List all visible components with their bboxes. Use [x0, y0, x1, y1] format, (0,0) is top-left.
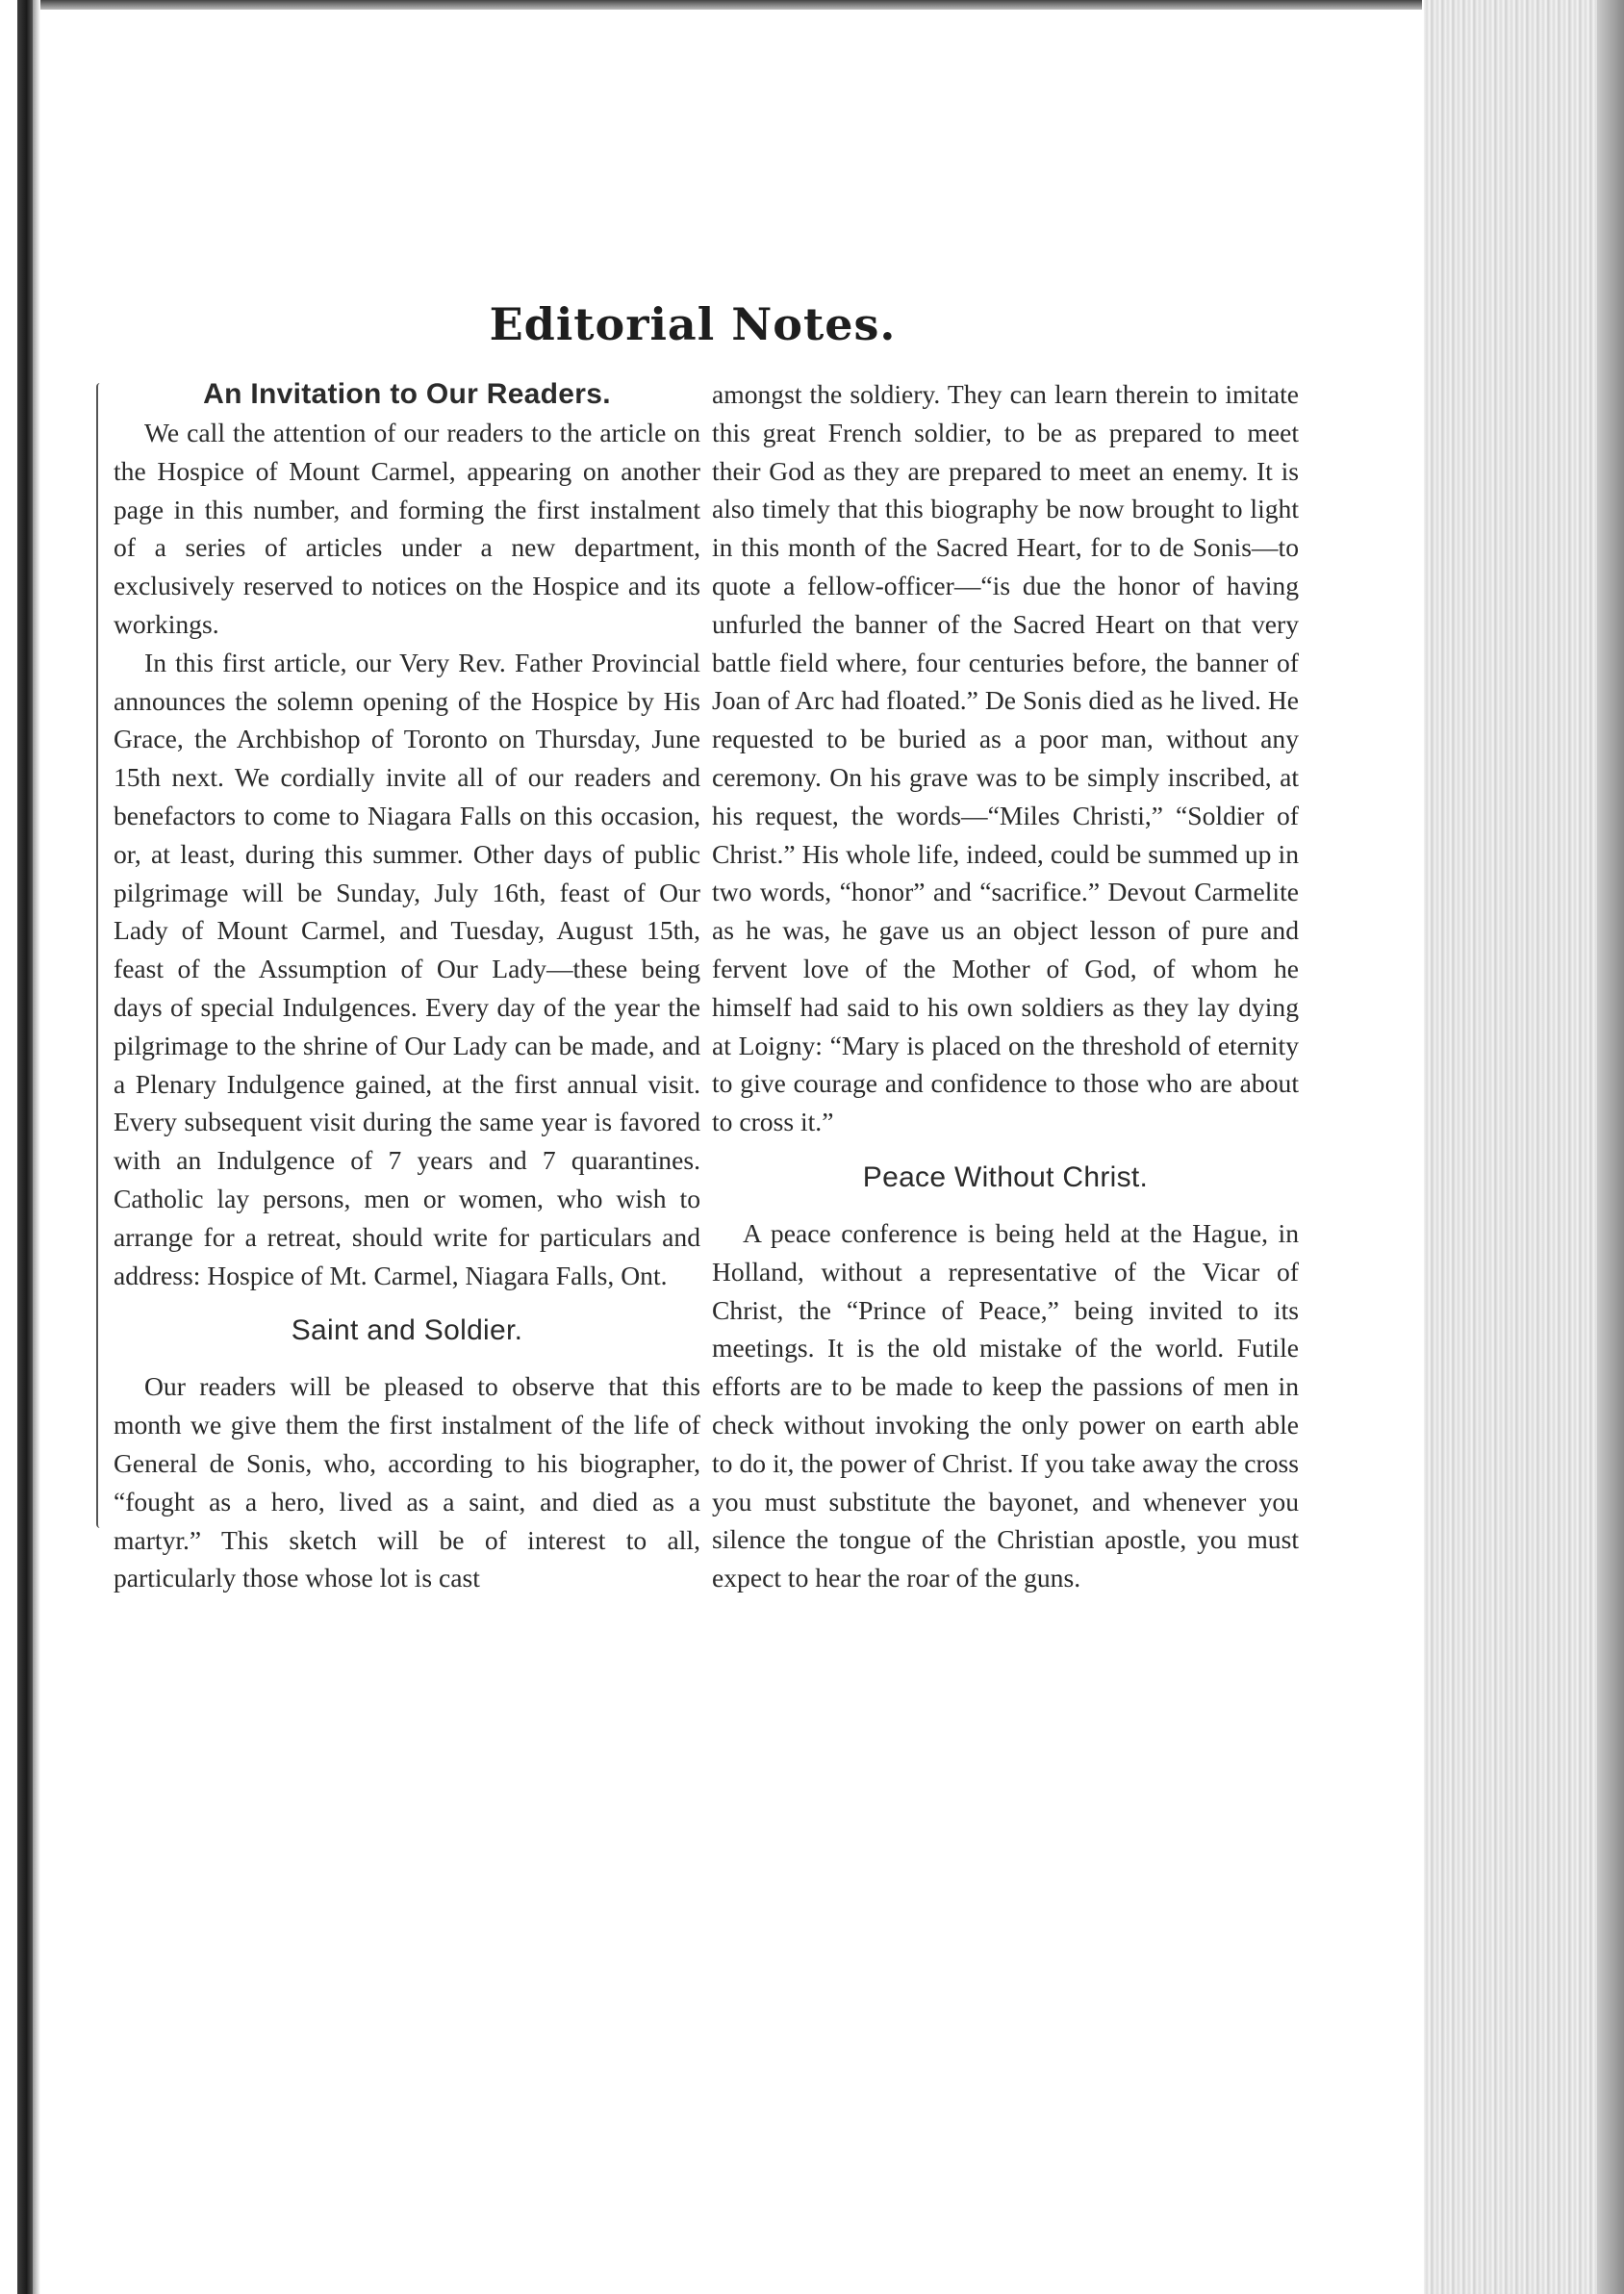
heading-invitation: An Invitation to Our Readers. — [203, 378, 611, 410]
paragraph-invitation-2: In this first article, our Very Rev. Father Provincial announces the solemn opening of the Hospice by His Grace, the Archbishop of Toronto on Thursday, June 15th next. We cordially invite all of our readers and benefactors to come to Niagara Falls on this occasion, or, at least, during this summer. Other days of public pilgrimage will be Sunday, July 16th, feast of Our Lady of Mount Carmel, and Tuesday, August 15th, feast of the Assumption of Our Lady—these being days of special Indulgences. Every day of the year the pilgrimage to the shrine of Our Lady can be made, and a Plenary Indulgence gained, at the first annual visit. Every subsequent visit during the same year is favored with an Indulgence of 7 years and 7 quarantines. Catholic lay persons, men or women, who wish to arrange for a retreat, should write for particulars and address: Hospice of Mt. Carmel, Niagara Falls, Ont. — [114, 647, 700, 1290]
paragraph-saint-soldier-continued: amongst the soldiery. They can learn therein to imitate this great French soldier, to be as prepared to meet their God as they are prepared to meet an enemy. It is also timely that this biography be now brought to light in this month of the Sacred Heart, for to de Sonis—to quote a fellow-officer—“is due the honor of having unfurled the banner of the Sacred Heart on that very battle field where, four centuries before, the banner of Joan of Arc had floated.” De Sonis died as he lived. He requested to be buried as a poor man, without any ceremony. On his grave was to be simply inscribed, at his request, the words—“Miles Christi,” “Soldier of Christ.” His whole life, indeed, could be summed up in two words, “honor” and “sacrifice.” Devout Carmelite as he was, he gave us an object lesson of pure and fervent love of the Mother of God, of whom he himself had said to his own soldiers as they lay dying at Loigny: “Mary is placed on the threshold of eternity to give courage and confidence to those who are about to cross it.” — [712, 379, 1299, 1137]
paragraph-invitation-1: We call the attention of our readers to the article on the Hospice of Mount Carmel, appearing on another page in this number, and forming the first instalment of a series of articles under a new department, exclusively reserved to notices on the Hospice and its workings. — [114, 418, 700, 639]
scan-top-edge — [17, 0, 1422, 10]
document-page — [96, 279, 1299, 2127]
spacer — [114, 1350, 700, 1367]
heading-saint-soldier: Saint and Soldier. — [291, 1314, 523, 1347]
right-column — [712, 375, 1299, 1597]
spacer — [114, 1294, 700, 1312]
paragraph-saint-soldier: Our readers will be pleased to observe that this month we give them the first instalment of the life of General de Sonis, who, according to his biographer, “fought as a hero, lived as a saint, and died as a martyr.” This sketch will be of interest to all, particularly those whose lot is cast — [114, 1371, 700, 1593]
spacer — [712, 1197, 1299, 1214]
paragraph-peace: A peace conference is being held at the Hague, in Holland, without a representative of the Vicar of Christ, the “Prince of Peace,” being invited to its meetings. It is the old mistake of the world. Futile efforts are to be made to keep the passions of men in check without invoking the only power on earth able to do it, the power of Christ. If you take away the cross you must substitute the bayonet, and whenever you silence the tongue of the Christian apostle, you must expect to hear the roar of the guns. — [712, 1217, 1299, 1593]
book-spine-edge — [17, 0, 33, 2294]
heading-peace-without-christ: Peace Without Christ. — [862, 1160, 1149, 1193]
left-column — [114, 375, 700, 1597]
page-title: Editorial Notes. — [489, 298, 897, 350]
spine-shadow — [33, 0, 40, 2294]
spacer — [712, 1141, 1299, 1159]
margin-bracket-mark — [96, 383, 106, 1528]
page-stack-edges — [1424, 0, 1624, 2294]
